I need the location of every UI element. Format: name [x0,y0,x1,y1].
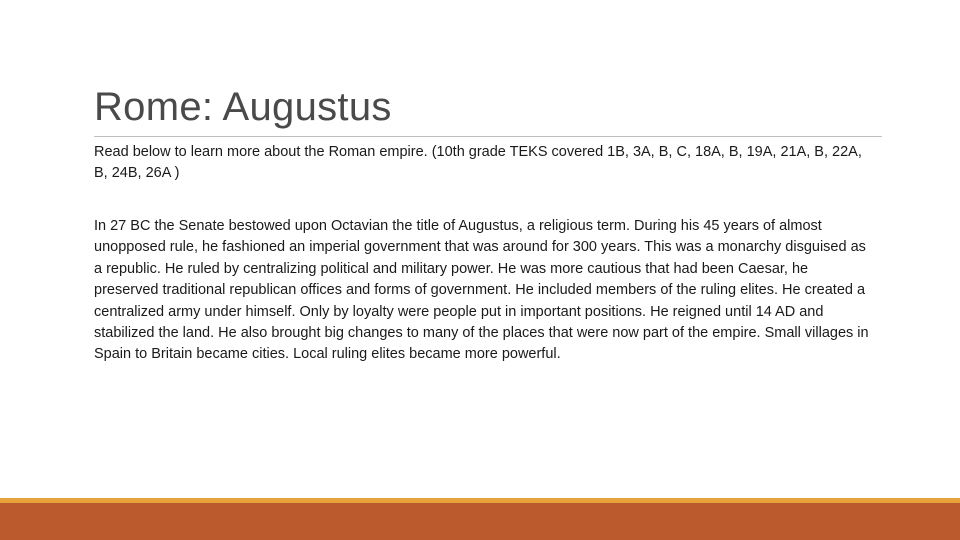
body-paragraph: In 27 BC the Senate bestowed upon Octavian the title of Augustus, a religious term. During his 45 years of almost unopposed rule, he fashioned an imperial government that was around for 300 years. This was a monarchy disguised as a republic. He ruled by centralizing political and military power. He was more cautious that had been Caesar, he preserved traditional republican offices and forms of government. He included members of the ruling elites. He created a centralized army under himself. Only by loyalty were people put in important positions. He reigned until 14 AD and stabilized the land. He also brought big changes to many of the places that were now part of the empire. Small villages in Spain to Britain became cities. Local ruling elites became more powerful. [94,218,869,363]
intro-paragraph: Read below to learn more about the Roman empire. (10th grade TEKS covered 1B, 3A, B, C, 18A, B, 19A, 21A, B, 22A, B, 24B, 26A ) [94,144,862,182]
footer-bar [0,503,960,540]
slide-title: Rome: Augustus [94,85,392,129]
title-divider [94,136,882,137]
